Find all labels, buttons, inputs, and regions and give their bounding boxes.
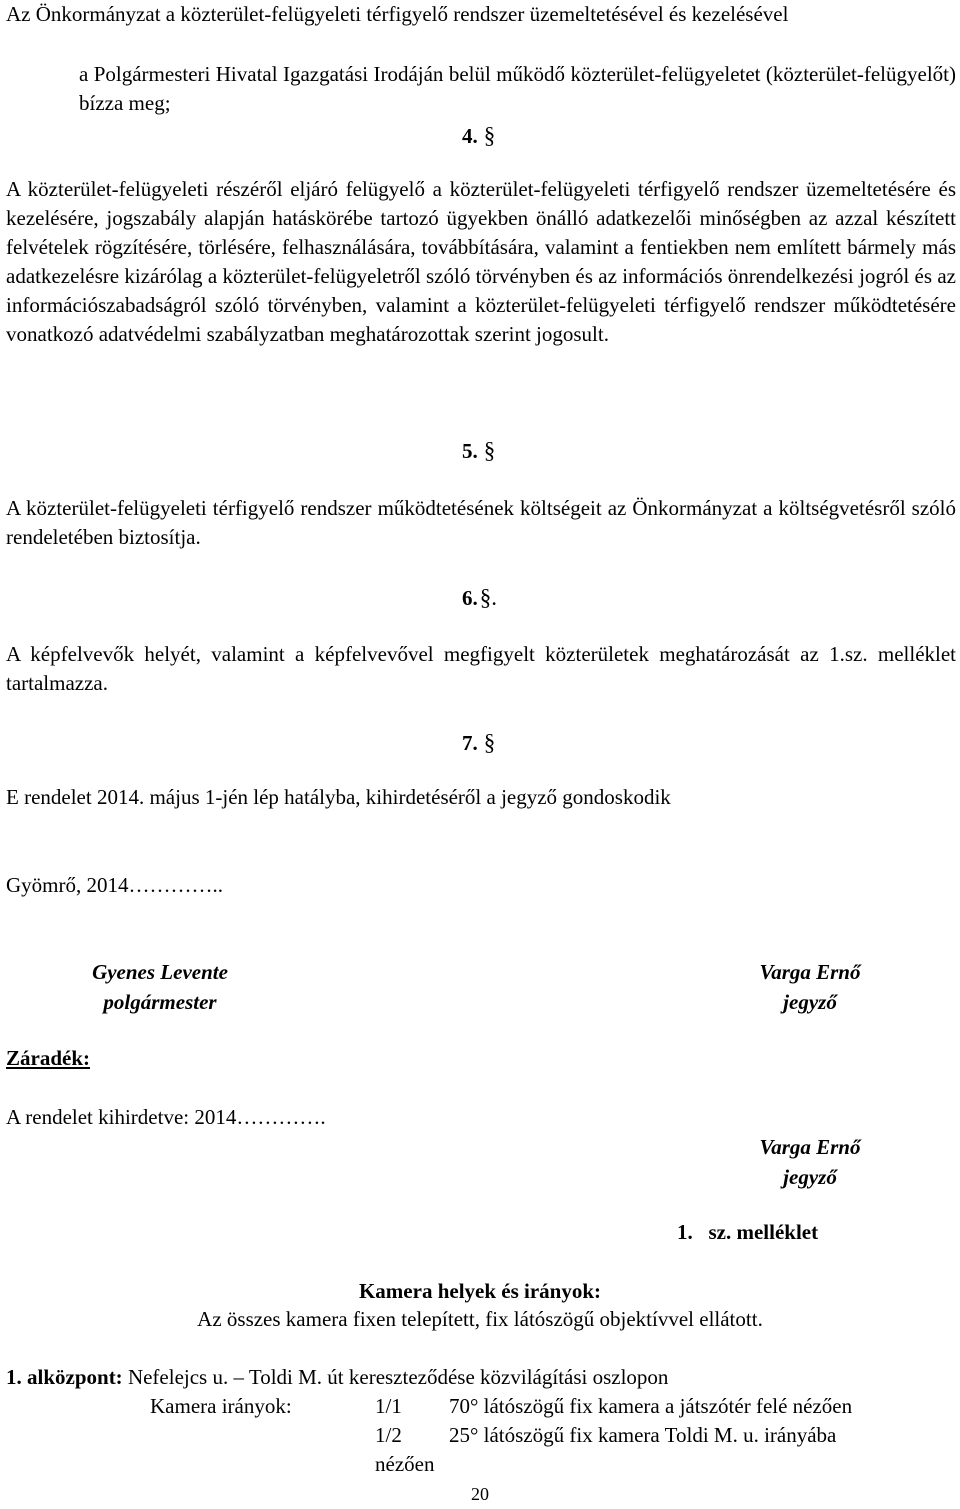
section-number: 4.	[462, 124, 478, 148]
center-location: Nefelejcs u. – Toldi M. út kereszteződése közvilágítási oszlopon	[127, 1365, 669, 1389]
signature-left	[60, 957, 260, 1017]
signer-title: jegyző	[783, 990, 837, 1014]
annex-subtitle: Az összes kamera fixen telepített, fix látószögű objektívvel ellátott.	[197, 1307, 763, 1331]
signer-name: Gyenes Levente	[92, 960, 228, 984]
signer-name: Varga Ernő	[759, 960, 861, 984]
camera-id: 1/1	[375, 1394, 402, 1418]
clause-text: A rendelet kihirdetve: 2014………….	[6, 1105, 326, 1129]
paragraph-sign-icon: §.	[479, 585, 497, 610]
section-4-heading	[462, 123, 495, 149]
section-number: 5.	[462, 439, 478, 463]
intro-line: Az Önkormányzat a közterület-felügyeleti térfigyelő rendszer üzemeltetésével és kezelésével	[6, 2, 789, 26]
page-number: 20	[471, 1484, 489, 1504]
section-7-heading	[462, 730, 495, 756]
camera-description-cont: nézően	[375, 1452, 435, 1476]
clause-heading: Záradék:	[6, 1046, 90, 1070]
signer-title: polgármester	[103, 990, 217, 1014]
section-6-heading	[462, 585, 497, 611]
paragraph-sign-icon: §	[483, 123, 496, 148]
section-number: 6.	[462, 586, 478, 610]
signer-title: jegyző	[783, 1165, 837, 1189]
section-6-text: A képfelvevők helyét, valamint a képfelvevővel megfigyelt közterületek meghatározását az 1.sz. melléklet tartalmazza.	[6, 642, 956, 695]
center-label: 1. alközpont:	[6, 1365, 123, 1389]
signer-name: Varga Ernő	[759, 1135, 861, 1159]
paragraph-sign-icon: §	[483, 730, 496, 755]
paragraph-sign-icon: §	[483, 438, 496, 463]
section-5-text: A közterület-felügyeleti térfigyelő rendszer működtetésének költségeit az Önkormányzat a költségvetésről szóló rendeletében biztosítja.	[6, 496, 956, 549]
camera-id: 1/2	[375, 1423, 402, 1447]
camera-description: 70° látószögű fix kamera a játszótér felé nézően	[449, 1394, 853, 1418]
annex-heading: Kamera helyek és irányok:	[358, 1279, 602, 1303]
section-number: 7.	[462, 731, 478, 755]
section-7-text: E rendelet 2014. május 1-jén lép hatályba, kihirdetéséről a jegyző gondoskodik	[6, 785, 671, 809]
section-4-text: A közterület-felügyeleti részéről eljáró felügyelő a közterület-felügyeleti térfigyelő rendszer üzemeltetésére és kezelésére, jogszabály alapján hatáskörébe tartozó ügyekben önálló adatkezelői minőségben az azzal készített felvételek rögzítésére, törlésére, felhasználására, továbbítására, valamint a fentiekben nem említett bármely más adatkezelésre kizárólag a közterület-felügyeletről szóló törvényben és az információs önrendelkezési jogról és az információszabadságról szóló törvényben, valamint a közterület-felügyeleti térfigyelő rendszer működtetésére vonatkozó adatvédelmi szabályzatban meghatározottak szerint jogosult.	[6, 177, 956, 346]
intro-indent-paragraph: a Polgármesteri Hivatal Igazgatási Irodáján belül működő közterület-felügyeletet (közterület-felügyelőt) bízza meg;	[79, 62, 956, 115]
camera-description: 25° látószögű fix kamera Toldi M. u. irányába	[449, 1423, 837, 1447]
directions-label: Kamera irányok:	[150, 1394, 292, 1418]
camera-center	[6, 1365, 668, 1390]
signature-right	[710, 957, 910, 1017]
clause-signature	[710, 1132, 910, 1192]
annex-title: 1. sz. melléklet	[677, 1220, 819, 1244]
place-date: Gyömrő, 2014…………..	[6, 873, 223, 897]
section-5-heading	[462, 438, 495, 464]
